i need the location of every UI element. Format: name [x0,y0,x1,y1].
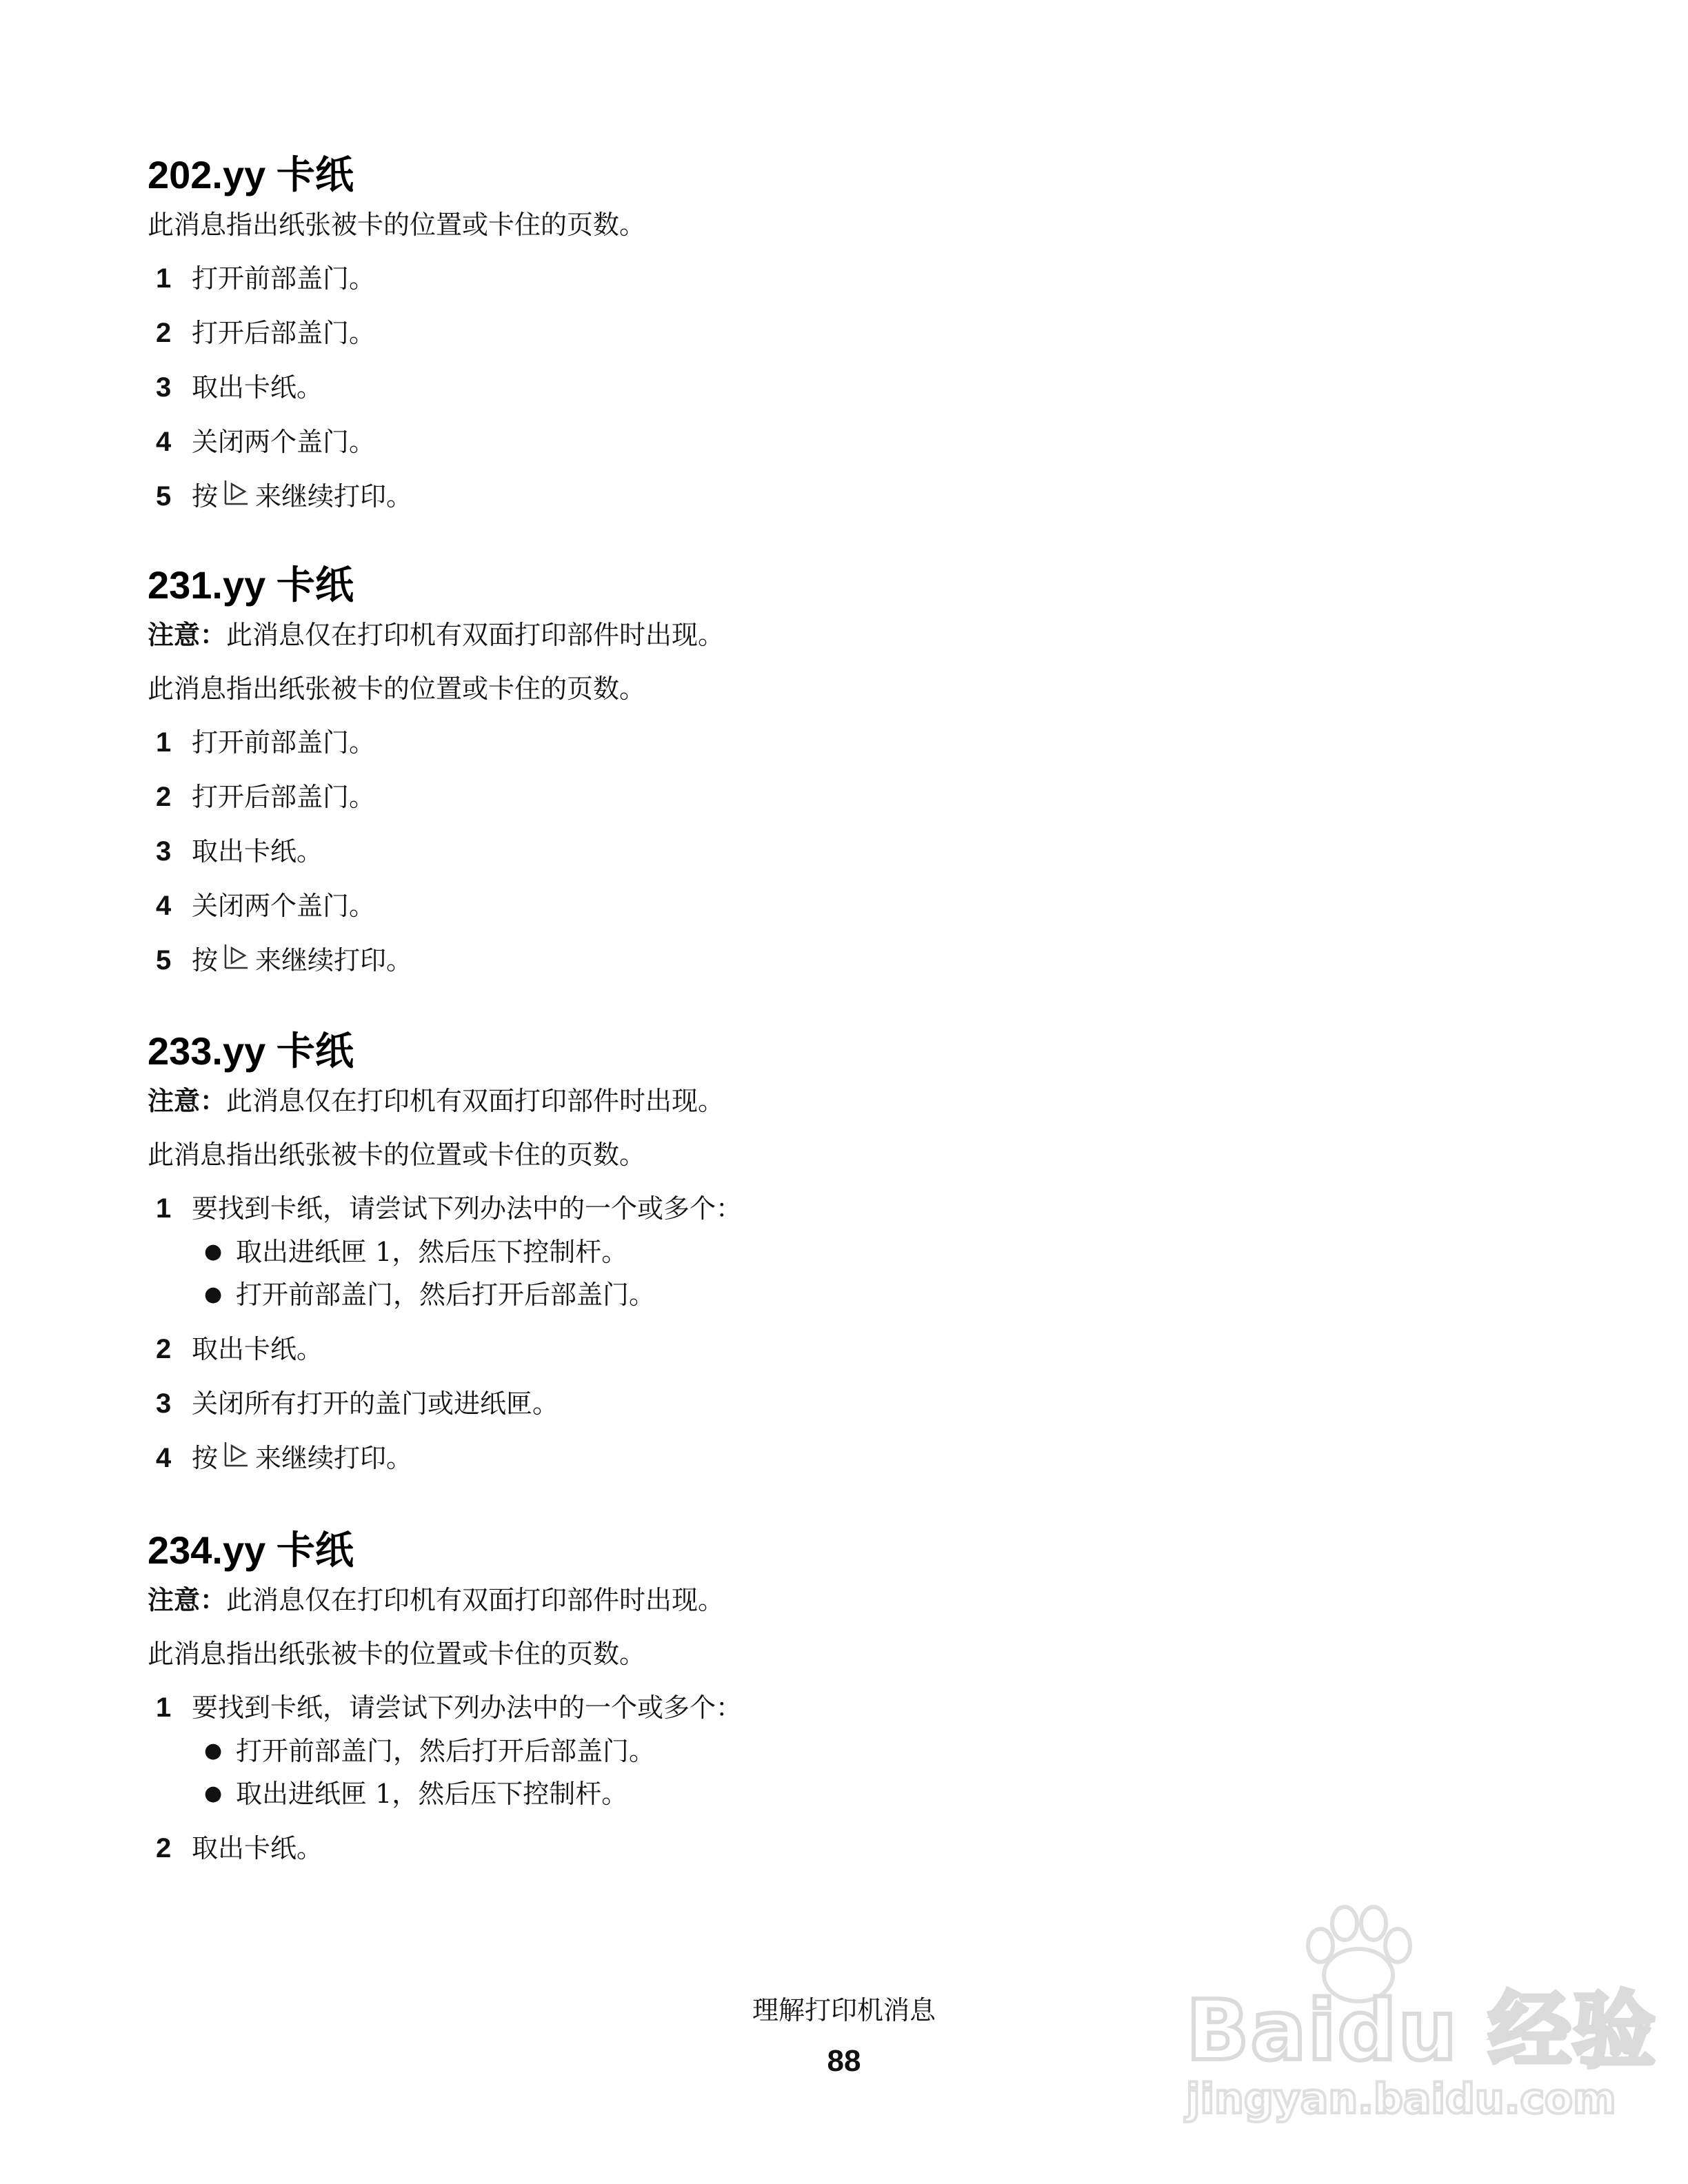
bullet-item [148,1277,1458,1313]
intro-text: 此消息指出纸张被卡的位置或卡住的页数。 [148,1639,646,1669]
step-text: 打开后部盖门。 [192,782,376,812]
step-number: 1 [156,727,172,758]
section-heading: 233.yy 卡纸 [148,1029,354,1073]
note-text [148,617,1458,653]
step-number: 2 [156,782,172,812]
step-number: 2 [156,318,172,348]
step-text: 打开后部盖门。 [192,318,376,348]
step-text [192,1440,412,1477]
footer-title: 理解打印机消息 [752,1995,936,2025]
section-202 [148,150,1458,533]
step-number: 4 [156,891,172,921]
intro-text: 此消息指出纸张被卡的位置或卡住的页数。 [148,1140,646,1170]
bullet-icon: ● [204,1282,223,1306]
step-text-before: 按 [192,1443,219,1473]
step-number: 3 [156,1388,172,1419]
step-text [192,942,412,979]
baidu-watermark [1186,1903,1657,2165]
step-number: 3 [156,836,172,867]
section-heading: 231.yy 卡纸 [148,563,354,607]
step-number: 5 [156,945,172,975]
step-item [148,478,1458,514]
step-item [148,888,1458,924]
step-text: 关闭两个盖门。 [192,891,376,921]
step-item [148,370,1458,405]
step-text: 打开前部盖门。 [192,727,376,758]
section-231 [148,560,1458,997]
step-item [148,1191,1458,1226]
step-text: 要找到卡纸，请尝试下列办法中的一个或多个： [192,1193,743,1224]
note-body: 此消息仅在打印机有双面打印部件时出现。 [226,1585,725,1615]
step-item [148,725,1458,760]
step-text: 打开前部盖门。 [192,263,376,294]
step-number: 4 [156,1443,172,1473]
bullet-text: 打开前部盖门，然后打开后部盖门。 [236,1736,656,1766]
step-item [148,1440,1458,1476]
step-number: 1 [156,1692,172,1723]
bullet-icon: ● [204,1739,223,1763]
step-text: 取出卡纸。 [192,1334,323,1364]
watermark-url: jingyan.baidu.com [1186,2075,1616,2123]
play-button-icon [223,478,250,515]
step-item [148,1830,1458,1866]
step-item [148,779,1458,815]
section-heading: 202.yy 卡纸 [148,153,354,196]
note-body: 此消息仅在打印机有双面打印部件时出现。 [226,1086,725,1116]
step-text: 取出卡纸。 [192,372,323,403]
note-body: 此消息仅在打印机有双面打印部件时出现。 [226,620,725,650]
play-button-icon [223,1440,250,1477]
bullet-item [148,1733,1458,1769]
step-item [148,942,1458,978]
step-number: 2 [156,1833,172,1863]
step-item [148,833,1458,869]
bullet-list [148,1234,1458,1313]
step-item [148,315,1458,351]
bullet-text: 打开前部盖门，然后打开后部盖门。 [236,1280,656,1310]
page-number: 88 [827,2044,861,2078]
step-number: 4 [156,427,172,457]
step-item [148,1331,1458,1367]
note-label: 注意： [148,1585,227,1615]
step-text: 关闭所有打开的盖门或进纸匣。 [192,1388,559,1419]
section-heading: 234.yy 卡纸 [148,1528,354,1572]
play-button-icon [223,942,250,979]
note-text [148,1083,1458,1119]
step-text-after: 来继续打印。 [255,945,413,975]
step-number: 2 [156,1334,172,1364]
step-text-before: 按 [192,945,219,975]
bullet-text: 取出进纸匣 1，然后压下控制杆。 [236,1237,628,1267]
intro-text: 此消息指出纸张被卡的位置或卡住的页数。 [148,674,646,704]
step-number: 5 [156,481,172,512]
step-number: 1 [156,263,172,294]
step-item [148,1690,1458,1726]
note-text [148,1582,1458,1618]
step-item [148,1386,1458,1422]
intro-text: 此消息指出纸张被卡的位置或卡住的页数。 [148,210,646,240]
step-text [192,478,412,515]
section-234 [148,1526,1458,1885]
step-text: 取出卡纸。 [192,1833,323,1863]
step-item [148,424,1458,460]
bullet-item [148,1234,1458,1270]
step-text-after: 来继续打印。 [255,481,413,512]
note-label: 注意： [148,620,227,650]
step-text: 取出卡纸。 [192,836,323,867]
bullet-text: 取出进纸匣 1，然后压下控制杆。 [236,1779,628,1809]
bullet-list [148,1733,1458,1812]
section-233 [148,1027,1458,1495]
bullet-icon: ● [204,1240,223,1264]
note-label: 注意： [148,1086,227,1116]
step-text-before: 按 [192,481,219,512]
watermark-brand: Baidu 经验 [1186,1983,1657,2079]
step-number: 1 [156,1193,172,1224]
step-text: 关闭两个盖门。 [192,427,376,457]
step-text: 要找到卡纸，请尝试下列办法中的一个或多个： [192,1692,743,1723]
bullet-icon: ● [204,1781,223,1806]
bullet-item [148,1776,1458,1812]
step-text-after: 来继续打印。 [255,1443,413,1473]
step-number: 3 [156,372,172,403]
step-item [148,261,1458,296]
